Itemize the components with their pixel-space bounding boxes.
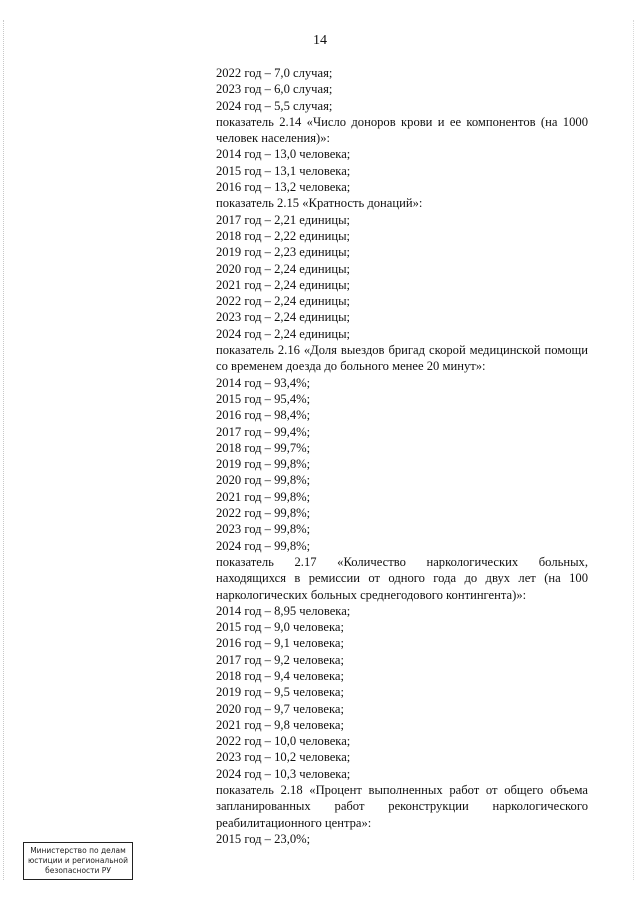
text-line: 2024 год – 2,24 единицы; <box>216 326 351 341</box>
stamp-line-2: юстиции и региональной <box>27 856 129 865</box>
text-line: 2022 год – 99,8%; <box>216 506 311 521</box>
text-line: 2016 год – 13,2 человека; <box>216 180 351 195</box>
document-body <box>216 65 588 847</box>
text-line: 2017 год – 2,21 единицы; <box>216 212 351 227</box>
page-number: 14 <box>313 33 327 48</box>
text-line: 2014 год – 13,0 человека; <box>216 147 351 162</box>
text-line: 2023 год – 6,0 случая; <box>216 82 333 97</box>
registration-stamp <box>23 842 133 880</box>
text-line: 2019 год – 2,23 единицы; <box>216 245 351 260</box>
indicator-heading: показатель 2.14 «Число доноров крови и ее компонентов (на 1000 человек населения)»: <box>216 114 588 146</box>
text-line: 2024 год – 5,5 случая; <box>216 98 333 113</box>
text-line: 2014 год – 93,4%; <box>216 375 311 390</box>
text-line: 2014 год – 8,95 человека; <box>216 603 351 618</box>
text-line: 2021 год – 9,8 человека; <box>216 717 344 732</box>
text-line: 2023 год – 99,8%; <box>216 522 311 537</box>
text-line: 2022 год – 7,0 случая; <box>216 66 333 80</box>
text-line: 2021 год – 99,8%; <box>216 489 311 504</box>
stamp-line-3: безопасности РУ <box>45 866 111 875</box>
stamp-line-1: Министерство по делам <box>30 846 126 855</box>
text-line: 2022 год – 2,24 единицы; <box>216 294 351 309</box>
indicator-heading: показатель 2.17 «Количество наркологических больных, находящихся в ремиссии от одного года до двух лет (на 100 наркологических больных среднегодового контингента)»: <box>216 554 588 602</box>
text-line: 2024 год – 10,3 человека; <box>216 766 351 781</box>
text-line: 2023 год – 10,2 человека; <box>216 750 351 765</box>
text-line: 2015 год – 23,0%; <box>216 831 311 846</box>
text-line: 2017 год – 99,4%; <box>216 424 311 439</box>
text-line: 2015 год – 13,1 человека; <box>216 163 351 178</box>
text-line: 2022 год – 10,0 человека; <box>216 734 351 749</box>
text-line: 2015 год – 95,4%; <box>216 391 311 406</box>
text-line: 2023 год – 2,24 единицы; <box>216 310 351 325</box>
right-margin-scan-marks <box>633 20 636 880</box>
indicator-heading: показатель 2.18 «Процент выполненных работ от общего объема запланированных работ реконструкции наркологического реабилитационного центра»: <box>216 783 588 830</box>
text-line: 2020 год – 9,7 человека; <box>216 701 344 716</box>
text-line: 2020 год – 99,8%; <box>216 473 311 488</box>
text-line: 2018 год – 9,4 человека; <box>216 668 344 683</box>
text-line: 2017 год – 9,2 человека; <box>216 652 344 667</box>
indicator-heading: показатель 2.16 «Доля выездов бригад скорой медицинской помощи со временем доезда до больного менее 20 минут»: <box>216 343 588 374</box>
text-line: 2016 год – 98,4%; <box>216 408 311 423</box>
text-line: 2021 год – 2,24 единицы; <box>216 277 351 292</box>
left-margin-scan-marks <box>3 20 6 880</box>
text-line: 2016 год – 9,1 человека; <box>216 636 344 651</box>
text-line: 2019 год – 9,5 человека; <box>216 685 344 700</box>
text-line: 2020 год – 2,24 единицы; <box>216 261 351 276</box>
text-line: 2018 год – 2,22 единицы; <box>216 228 351 243</box>
text-line: показатель 2.15 «Кратность донаций»: <box>216 196 423 211</box>
text-line: 2024 год – 99,8%; <box>216 538 311 553</box>
text-line: 2015 год – 9,0 человека; <box>216 620 344 635</box>
text-line: 2019 год – 99,8%; <box>216 457 311 472</box>
text-line: 2018 год – 99,7%; <box>216 440 311 455</box>
